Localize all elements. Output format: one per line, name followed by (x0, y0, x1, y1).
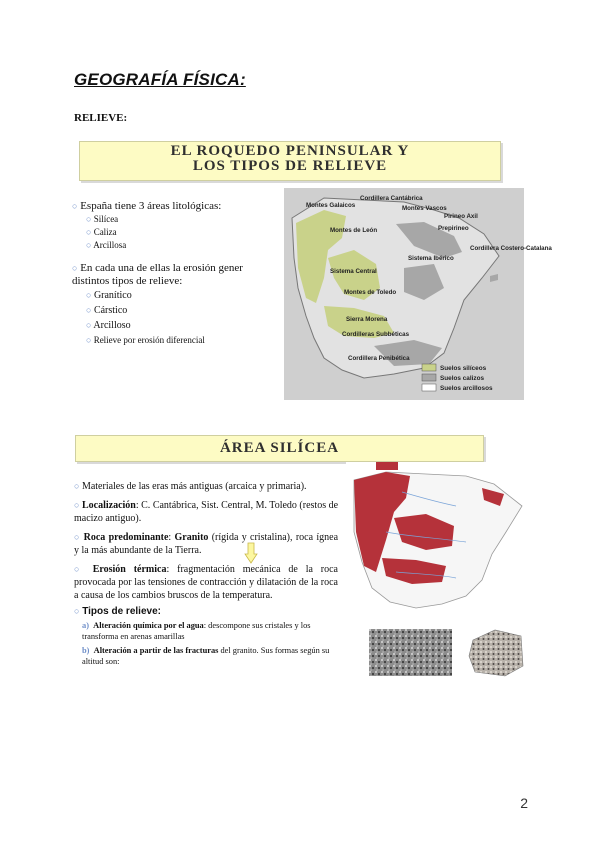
granite-rock-photo (465, 626, 527, 679)
bullet-icon: ○ (86, 305, 92, 315)
legend-label: Suelos calizos (440, 375, 485, 382)
bullet-icon: ○ (72, 201, 78, 211)
bullet-icon: ○ (86, 320, 92, 330)
legend-label: Suelos silíceos (440, 365, 487, 372)
bullet-icon: ○ (86, 335, 92, 345)
map-label: Cordillera Cantábrica (360, 195, 423, 202)
section-subtitle: RELIEVE: (74, 112, 128, 124)
paragraph: ○ Roca predominante: Granito (rígida y cristalina), roca ígnea y la más abundante de la Tierra. (74, 532, 339, 556)
paragraph: ○ Materiales de las eras más antiguas (arcaica y primaria). (74, 481, 307, 492)
list-item: ○ En cada una de ellas la erosión gener (72, 262, 243, 274)
bullet-icon: ○ (74, 500, 80, 510)
map-label: Cordillera Penibética (348, 355, 410, 362)
map-label: Sistema Ibérico (408, 255, 454, 262)
banner-line-2: LOS TIPOS DE RELIEVE (192, 158, 388, 174)
list-item-cont: distintos tipos de relieve: (72, 275, 183, 287)
relief-types (74, 606, 342, 667)
legend-label: Suelos arcillosos (440, 385, 493, 392)
map-label: Montes Vascos (402, 205, 447, 212)
legend-swatch-siliceous (422, 364, 436, 371)
page-title: GEOGRAFÍA FÍSICA: (74, 70, 246, 89)
lithology-map (284, 188, 552, 400)
silicea-text (74, 480, 338, 608)
map-label: Montes de Toledo (344, 289, 397, 296)
list-item: b) Alteración a partir de las fracturas del granito. Sus formas según su altitud son: (82, 646, 330, 666)
map-label: Sierra Morena (346, 316, 388, 323)
map-label: Prepirineo (438, 225, 469, 232)
list-item: ○ Arcilloso (86, 320, 131, 331)
lithology-list (72, 200, 282, 348)
list-item: ○ Arcillosa (86, 240, 127, 250)
list-item: ○ Caliza (86, 227, 117, 237)
list-item: a) Alteración química por el agua: descompone sus cristales y los transforma en arenas amarillas (82, 621, 311, 641)
map-title-bar (376, 462, 398, 470)
bullet-icon: ○ (74, 564, 85, 574)
paragraph: ○ Localización: C. Cantábrica, Sist. Central, M. Toledo (restos de macizo antiguo). (74, 500, 339, 524)
legend-swatch-clay (422, 384, 436, 391)
bullet-icon: ○ (86, 214, 92, 224)
bullet-icon: ○ (86, 240, 92, 250)
granite-sand-photo (369, 629, 452, 676)
bullet-icon: ○ (74, 532, 81, 542)
page-number: 2 (520, 795, 528, 811)
list-item: ○ Silícea (86, 214, 119, 224)
list-item: ○ España tiene 3 áreas litológicas: (72, 200, 222, 212)
list-item: ○ Cárstico (86, 305, 128, 316)
bullet-icon: ○ (74, 481, 80, 491)
bullet-icon: ○ (74, 606, 80, 616)
paragraph: ○ Erosión térmica: fragmentación mecánica de la roca provocada por las tensiones de contracción y dilatación de la roca a causa de los cambios bruscos de la temperatura. (74, 564, 338, 601)
map-label: Sistema Central (330, 268, 377, 275)
map-label: Cordillera Costero-Catalana (470, 245, 552, 252)
banner-area-silicea: ÁREA SILÍCEA (75, 435, 484, 462)
bullet-icon: ○ (86, 227, 92, 237)
bullet-icon: ○ (86, 290, 92, 300)
map-label: Cordilleras Subbéticas (342, 331, 410, 338)
map-label: Pirineo Axil (444, 213, 478, 220)
siliceous-map (346, 462, 530, 614)
banner-line-1: EL ROQUEDO PENINSULAR Y (170, 143, 410, 159)
legend-swatch-calcareous (422, 374, 436, 381)
bullet-icon: ○ (72, 263, 78, 273)
map-label: Montes de León (330, 227, 378, 234)
relief-title: ○ Tipos de relieve: (74, 606, 161, 617)
banner-roquedo (79, 141, 501, 181)
down-arrow-icon (245, 543, 257, 563)
list-item: ○ Relieve por erosión diferencial (86, 335, 205, 345)
map-label: Montes Galaicos (306, 202, 356, 209)
list-item: ○ Granítico (86, 290, 132, 301)
